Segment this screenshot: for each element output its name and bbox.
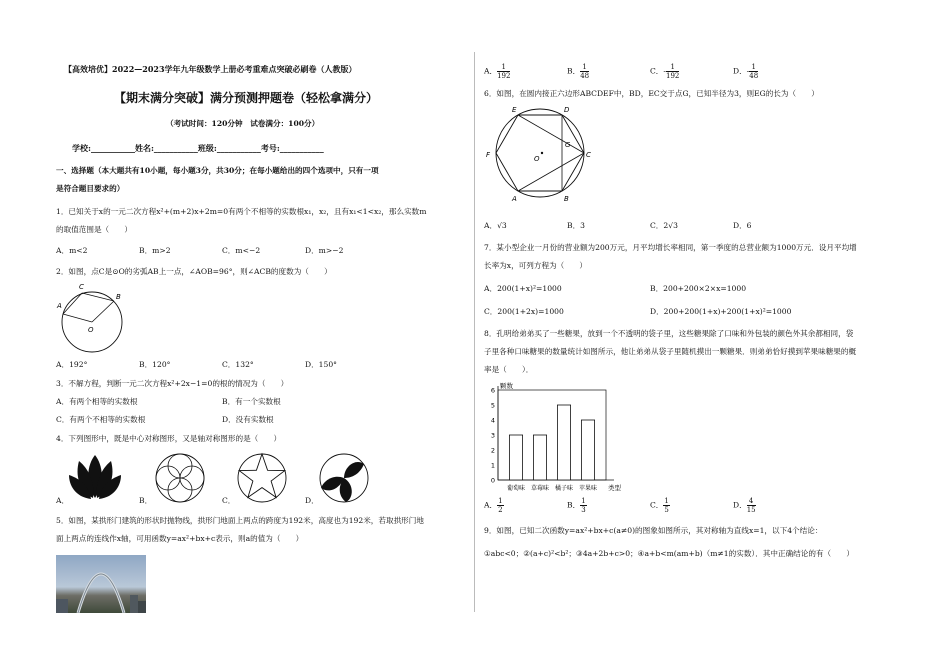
q2-option-d: D．150° bbox=[305, 360, 337, 369]
q6-option-c: C．2√3 bbox=[650, 221, 678, 230]
four-petal-circle-figure bbox=[154, 452, 206, 504]
y-tick-label: 4 bbox=[490, 416, 495, 425]
q4-option-a: A． bbox=[56, 496, 70, 505]
q8-stem: 8．孔明给弟弟买了一些糖果，放到一个不透明的袋子里，这些糖果除了口味和外包装的颜色外其余都相同，袋 bbox=[484, 329, 854, 338]
q8-option-c: C． $\frac{1}{5}$ bbox=[650, 497, 669, 514]
q1-option-a: A．m<2 bbox=[56, 246, 88, 255]
y-tick-label: 2 bbox=[490, 446, 495, 455]
q3-option-d: D．没有实数根 bbox=[222, 415, 274, 424]
q2-option-a: A．192° bbox=[56, 360, 88, 369]
q1-option-d: D．m>−2 bbox=[305, 246, 344, 255]
q7-option-c: C．200(1+2x)=1000 bbox=[484, 307, 564, 316]
q4-option-c: C． bbox=[222, 496, 236, 505]
q7-stem: 7．某小型企业一月份的营业额为200万元，月平均增长率相同，第一季度的总营业额为1000万元．设月平均增 bbox=[484, 243, 857, 252]
hex-label-f: F bbox=[486, 151, 491, 159]
q6-option-a: A．√3 bbox=[484, 221, 507, 230]
q3-stem: 3．不解方程，判断一元二次方程x²+2x−1=0的根的情况为（ ） bbox=[56, 379, 289, 388]
y-tick-label: 0 bbox=[490, 476, 495, 485]
lotus-figure bbox=[67, 453, 123, 503]
q9-stem: 9．如图，已知二次函数y=ax²+bx+c(a≠0)的图象如图所示，其对称轴为直线x=1，以下4个结论： bbox=[484, 526, 823, 535]
q8-option-a: A． $\frac{1}{2}$ bbox=[484, 497, 503, 514]
q1-stem: 1．已知关于x的一元二次方程x²+(m+2)x+2m=0有两个不相等的实数根x₁，x₂，且有x₁<1<x₂，那么实数m bbox=[56, 207, 427, 216]
q5-option-d: D．- $\frac{1}{48}$ bbox=[733, 63, 759, 80]
q1-option-b: B．m>2 bbox=[139, 246, 171, 255]
q6-option-d: D．6 bbox=[733, 221, 752, 230]
y-axis-label: 颗数 bbox=[500, 382, 513, 390]
bar-2 bbox=[533, 435, 546, 480]
header-line: 【高效培优】2022—2023学年九年级数学上册必考重难点突破必刷卷（人教版） bbox=[64, 64, 357, 74]
q5-stem-2: 面上两点的连线作x轴，可用函数y=ax²+bx+c表示，则a的值为（ ） bbox=[56, 534, 304, 543]
x-axis-label: 类型 bbox=[608, 484, 621, 492]
q1-option-c: C．m<−2 bbox=[222, 246, 261, 255]
q2-label-b: B bbox=[116, 293, 121, 301]
q7-option-b: B．200+200×2×x=1000 bbox=[650, 284, 747, 293]
star-in-circle-figure bbox=[236, 452, 288, 504]
hex-label-a: A bbox=[512, 195, 517, 203]
q5-option-a: A． $\frac{1}{192}$ bbox=[484, 63, 511, 80]
q6-stem: 6．如图，在圆内接正六边形ABCDEF中，BD，EC交于点G，已知半径为3，则EG的长为（ ） bbox=[484, 89, 819, 98]
hex-label-g: G bbox=[565, 141, 571, 149]
q2-option-c: C．132° bbox=[222, 360, 254, 369]
page-title: 【期末满分突破】满分预测押题卷（轻松拿满分） bbox=[114, 91, 379, 105]
student-info: 学校:___________姓名:___________班级:___________考号:___________ bbox=[72, 143, 324, 153]
q2-label-c: C bbox=[79, 283, 84, 291]
column-divider bbox=[474, 52, 475, 612]
q1-stem-2: 的取值范围是（ ） bbox=[56, 225, 132, 234]
bar-3 bbox=[557, 405, 570, 480]
y-tick-label: 3 bbox=[490, 431, 495, 440]
hex-label-b: B bbox=[564, 195, 569, 203]
q3-option-b: B．有一个实数根 bbox=[222, 397, 281, 406]
q3-option-c: C．有两个不相等的实数根 bbox=[56, 415, 146, 424]
q5-stem: 5．如图，某拱形门建筑的形状时抛物线，拱形门地面上两点的跨度为192米，高度也为192米，若取拱形门地 bbox=[56, 516, 424, 525]
q5-option-c: C．- $\frac{1}{192}$ bbox=[650, 63, 680, 80]
q4-option-d: D． bbox=[305, 496, 319, 505]
q8-option-d: D． $\frac{4}{15}$ bbox=[733, 497, 756, 514]
exam-info: （考试时间：120分钟 试卷满分：100分） bbox=[166, 119, 320, 128]
hex-label-c: C bbox=[586, 151, 591, 159]
y-tick-label: 5 bbox=[490, 401, 495, 410]
q7-option-d: D．200+200(1+x)+200(1+x)²=1000 bbox=[650, 307, 792, 316]
bar-4 bbox=[581, 420, 594, 480]
y-tick-label: 6 bbox=[490, 386, 495, 395]
x-tick-label: 葡萄味 bbox=[506, 485, 526, 492]
q2-option-b: B．120° bbox=[139, 360, 171, 369]
section1-heading: 一、选择题（本大题共有10小题，每小题3分，共30分；在每小题给出的四个选项中，只有一项 bbox=[56, 166, 379, 175]
q2-label-a: A bbox=[57, 302, 62, 310]
hex-label-o: O bbox=[534, 155, 540, 163]
q2-stem: 2．如图，点C是⊙O的劣弧AB上一点，∠AOB=96°，则∠ACB的度数为（ ） bbox=[56, 267, 332, 276]
q5-option-b: B． $\frac{1}{48}$ bbox=[567, 63, 590, 80]
hex-label-d: D bbox=[564, 106, 570, 114]
x-tick-label: 橘子味 bbox=[554, 485, 574, 492]
q8-stem-3: 率是（ ）． bbox=[484, 365, 534, 374]
x-tick-label: 苹果味 bbox=[578, 485, 598, 492]
q8-stem-2: 子里各种口味糖果的数量统计如图所示，他让弟弟从袋子里随机摸出一颗糖果．则弟弟恰好摸到苹果味糖果的概 bbox=[484, 347, 857, 356]
q8-option-b: B． $\frac{1}{3}$ bbox=[567, 497, 586, 514]
q4-option-b: B． bbox=[139, 496, 153, 505]
q2-circle-figure bbox=[56, 278, 136, 358]
candy-bar-chart bbox=[484, 380, 634, 492]
y-tick-label: 1 bbox=[490, 461, 495, 470]
q7-option-a: A．200(1+x)²=1000 bbox=[484, 284, 562, 293]
q9-stem-2: ①abc<0；②(a+c)²<b²；③4a+2b+c>0；④a+b<m(am+b)（m≠1的实数）．其中正确结论的有（ ） bbox=[484, 549, 854, 558]
yin-yang-triple-figure bbox=[318, 452, 370, 504]
section1-heading-2: 是符合题目要求的） bbox=[56, 184, 125, 193]
hex-label-e: E bbox=[512, 106, 517, 114]
x-tick-label: 草莓味 bbox=[530, 485, 550, 492]
q3-option-a: A．有两个相等的实数根 bbox=[56, 397, 138, 406]
q7-stem-2: 长率为x，可列方程为（ ） bbox=[484, 261, 587, 270]
q2-label-o: O bbox=[88, 326, 94, 334]
q4-stem: 4．下列图形中，既是中心对称图形，又是轴对称图形的是（ ） bbox=[56, 434, 282, 443]
bar-1 bbox=[509, 435, 522, 480]
q6-option-b: B．3 bbox=[567, 221, 586, 230]
hexagon-circle-figure bbox=[484, 103, 599, 203]
arch-photo bbox=[56, 555, 146, 613]
